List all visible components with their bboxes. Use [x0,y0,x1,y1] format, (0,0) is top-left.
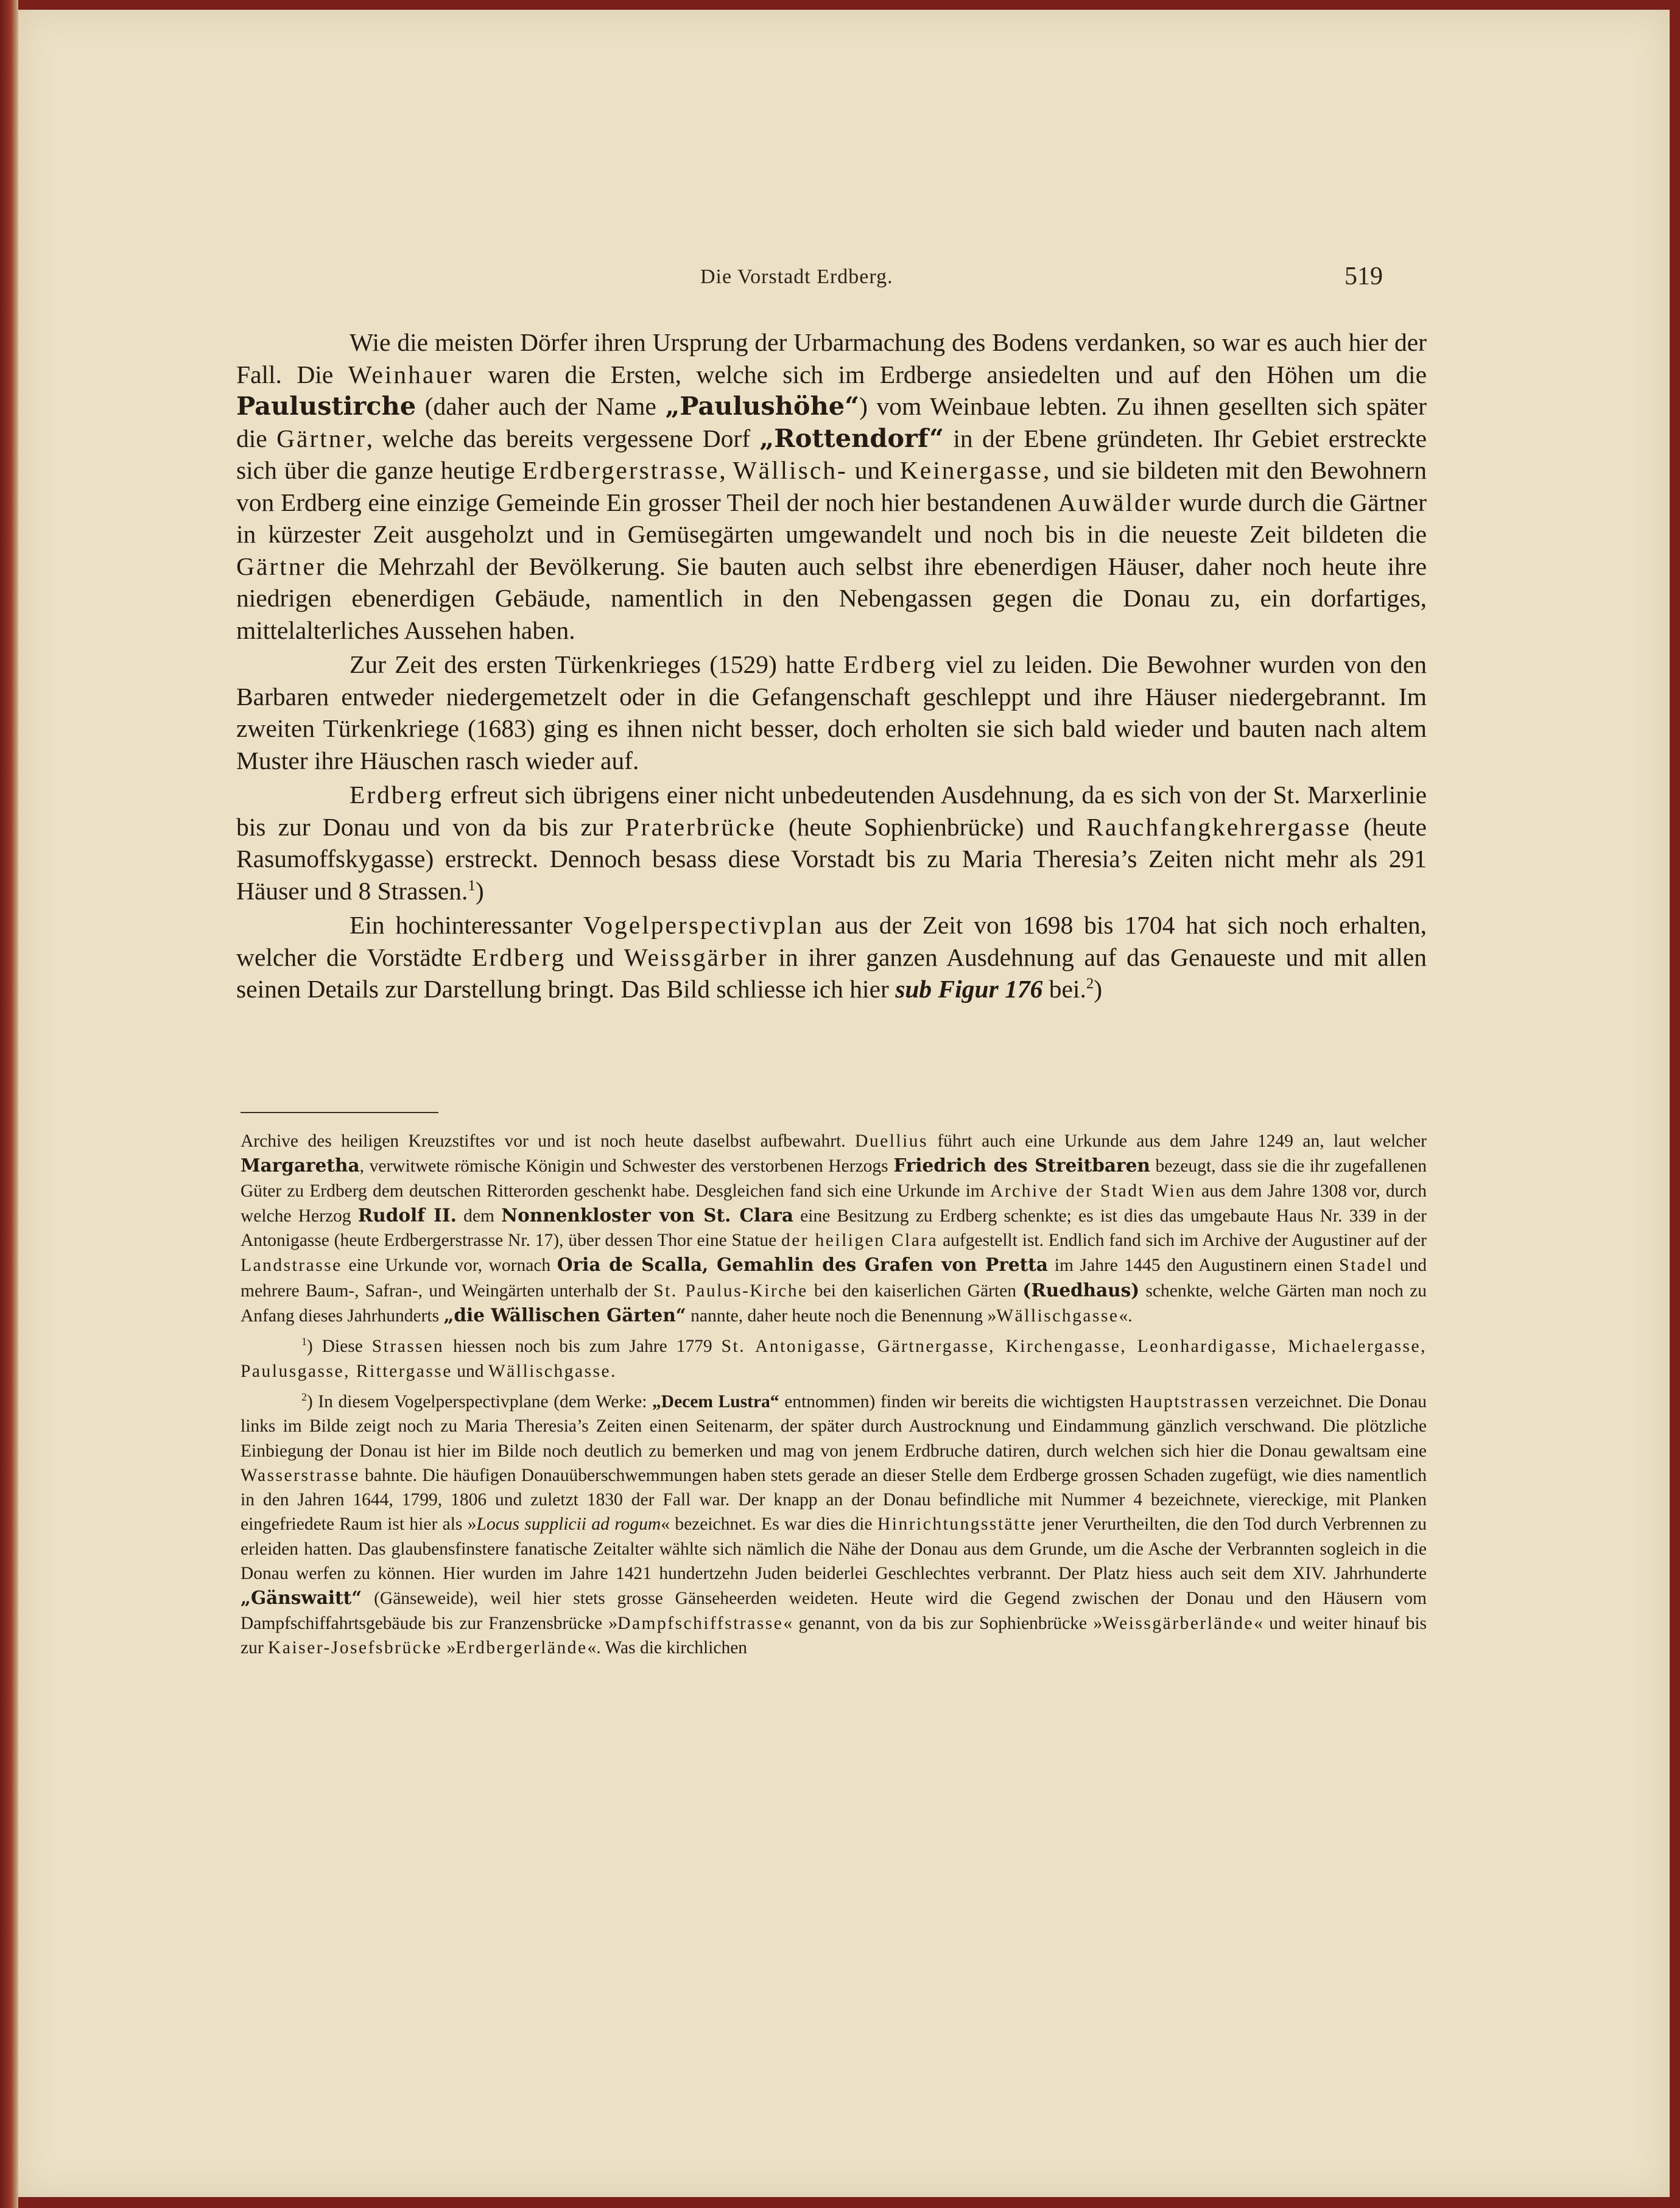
text-run: Archive des heiligen Kreuzstiftes vor und ist noch heute daselbst aufbewahrt. [241,1131,856,1151]
text-run: und [847,456,900,484]
text-run: und mehrere Baum-, Safran-, und Weingärten unterhalb der [241,1256,1427,1301]
spaced-term: Keinergasse [899,456,1043,484]
spaced-term: Kaiser-Josefsbrücke [268,1637,443,1658]
paragraph-3 [236,779,1427,907]
fraktur-term: Nonnenkloster von St. Clara [501,1204,793,1226]
text-run: bezeugt, dass sie die ihr zugefallenen Güter zu Erdberg dem deutschen Ritterorden geschenkt habe. Desgleichen fand sich eine Urkunde im [241,1156,1427,1201]
spaced-term: Dampfschiffstrasse [617,1613,784,1633]
work-title: „Decem Lustra“ [652,1391,779,1412]
spaced-term: Weissgärberlände [1102,1613,1254,1633]
text-run: (Gänseweide), weil hier stets grosse Gänseheerden weideten. Heute wird die Gegend zwischen der Donau und den Häusern vom Dampfschiffahrtsgebäude bis zur Franzensbrücke » [241,1589,1427,1633]
text-run: Wie die meisten Dörfer ihren Ursprung der Urbarmachung des Bodens verdanken, so war es auch hier der Fall. Die [236,328,1427,389]
book-edge [0,0,18,2208]
fraktur-term: Oria de Scalla, Gemahlin des Grafen von Pretta [557,1254,1049,1276]
footnote-ref: 1 [468,877,476,894]
text-run: (heute Sophienbrücke) und [776,812,1087,841]
text-run: ) vom Weinbaue lebten. Zu ihnen gesellten sich später die [236,392,1427,452]
fraktur-term: „die Wällischen Gärten“ [443,1304,686,1326]
text-run: aus dem Jahre 1308 vor, durch welche Herzog [241,1181,1427,1226]
text-run: wurde durch die Gärtner in kürzester Zeit ausgeholzt und in Gemüsegärten umgewandelt und noch bis in die neueste Zeit bildeten die [236,488,1427,548]
text-run: « bezeichnet. Es war dies die [661,1514,877,1535]
footnote-ref: 2 [1086,976,1094,993]
fraktur-term: „Paulushöhe“ [665,391,860,421]
footnotes [241,1129,1427,1660]
spaced-term: Weissgärber [624,943,768,971]
main-text [236,326,1427,1005]
text-run: in der Ebene gründeten. Ihr Gebiet erstreckte sich über die ganze heutige [236,424,1427,484]
fraktur-term: „Rottendorf“ [759,423,944,453]
paragraph-1 [236,326,1427,646]
text-run: (daher auch der Name [416,392,666,420]
spaced-term: Wällischgasse [488,1361,611,1381]
running-head [18,262,1670,302]
footnote-continuation [241,1129,1427,1328]
text-run: waren die Ersten, welche sich im Erdberge ansiedelten und auf den Höhen um die [473,360,1427,389]
fraktur-term: (Ruedhaus) [1022,1279,1140,1301]
spaced-term: Hauptstrassen [1129,1391,1250,1412]
footnote-marker: 1 [301,1335,307,1348]
spaced-term: Praterbrücke [625,812,776,841]
text-run: ) [1094,975,1103,1003]
text-run: dem [456,1206,502,1226]
text-run: eine Besitzung zu Erdberg schenkte; es ist dies das umgebaute Haus Nr. 339 in der Antonigasse (heute Erdbergerstrasse Nr. 17), über dessen Thor eine Statue [241,1206,1427,1251]
text-run: , und sie bildeten mit den Bewohnern von Erdberg eine einzige Gemeinde Ein grosser Theil der noch hier bestandenen [236,456,1427,516]
footnote-2 [241,1390,1427,1660]
text-run: im Jahre 1445 den Augustinern einen [1048,1256,1340,1276]
text-run: in ihrer ganzen Ausdehnung auf das Genaueste und mit allen seinen Details zur Darstellung bringt. Das Bild schliesse ich hier [236,943,1427,1003]
text-run: , welche das bereits vergessene Dorf [366,424,760,452]
spaced-term: Wällisch- [733,456,848,484]
spaced-term: Erdbergerlände [455,1637,588,1658]
paragraph-2 [236,649,1427,776]
text-run: «. [1119,1306,1133,1326]
spaced-term: Vogelperspectivplan [583,911,824,939]
text-run: , verwitwete römische Königin und Schwester des verstorbenen Herzogs [359,1156,894,1176]
text-run: entnommen) finden wir bereits die wichtigsten [779,1391,1130,1412]
text-run: «. Was die kirchlichen [587,1637,748,1658]
latin-term: Locus supplicii ad rogum [476,1514,661,1535]
text-run: erfreut sich übrigens einer nicht unbedeutenden Ausdehnung, da es sich von der St. Marxerlinie bis zur Donau und von da bis zur [236,781,1427,841]
text-run: bei. [1042,975,1086,1003]
text-run: Ein hochinteressanter [350,911,583,939]
spaced-term: Weinhauer [348,360,474,389]
spaced-term: Auwälder [1058,488,1172,516]
footnote-1 [241,1334,1427,1384]
text-run: nannte, daher heute noch die Benennung » [686,1306,997,1326]
text-run: » [442,1637,456,1658]
spaced-term: Wasserstrasse [241,1465,360,1485]
text-run: « genannt, von da bis zur Sophienbrücke » [783,1613,1103,1633]
text-run: ) [475,876,484,905]
text-run: führt auch eine Urkunde aus dem Jahre 1249 an, laut welcher [928,1131,1427,1151]
spaced-term: Landstrasse [241,1256,342,1276]
fraktur-term: Margaretha [241,1155,360,1176]
text-run: aus der Zeit von 1698 bis 1704 hat sich noch erhalten, welcher die Vorstädte [236,911,1427,971]
text-run: bahnte. Die häufigen Donauüberschwemmungen haben stets gerade an dieser Stelle dem Erdberge grossen Schaden zugefügt, wie dies namentlich in den Jahren 1644, 1799, 1806 und zuletzt 1830 der Fall war. Der knapp an der Donau befindliche mit Nummer 4 bezeichnete, viereckige, mit Planken eingefriedete Raum ist hier als » [241,1465,1427,1535]
spaced-term: Archive der Stadt Wien [990,1181,1197,1201]
spaced-term: St. Paulus-Kirche [653,1281,808,1301]
spaced-term: Hinrichtungsstätte [877,1514,1037,1535]
spaced-term: Wällischgasse [996,1306,1119,1326]
text-run: , [719,456,733,484]
spaced-term: der heiligen Clara [781,1231,938,1251]
fraktur-term: Paulustirche [236,391,416,421]
text-run: viel zu leiden. Die Bewohner wurden von den Barbaren entweder niedergemetzelt oder in die Gefangenschaft geschleppt und ihre Häuser niedergebrannt. Im zweiten Türkenkriege (1683) ging es ihnen nicht besser, doch erholten sie sich bald wieder und bauten nach altem Muster ihre Häuschen rasch wieder auf. [236,650,1427,775]
text-run: (heute Rasumoffskygasse) erstreckt. Dennoch besass diese Vorstadt bis zu Maria Theresia’s Zeiten nicht mehr als 291 Häuser und 8 Strassen. [236,812,1427,905]
text-run: « und weiter hinauf bis zur [241,1613,1427,1658]
fraktur-term: „Gänswaitt“ [241,1587,362,1609]
spaced-term: Gärtner [276,424,367,452]
footnote-rule [241,1112,438,1113]
spaced-term: Erdbergerstrasse [522,456,720,484]
text-run: jener Verurtheilten, die den Tod durch Verbrennen zu erleiden hatten. Das glaubensfinstere fanatische Zeitalter wählte sich nämlich die Nähe der Donau aus dem Grunde, um die Asche der Verbrannten sogleich in die Donau werfen zu können. Hier wurden im Jahre 1421 hundertzehn Juden beiderlei Geschlechtes verbrannt. Der Platz hiess auch seit dem XIV. Jahrhunderte [241,1514,1427,1584]
book-page [18,10,1670,2197]
figure-reference: sub Figur 176 [895,975,1043,1003]
footnote-marker: 2 [301,1391,307,1404]
spaced-term: Duellius [855,1131,929,1151]
text-run: ) In diesem Vogelperspectivplane (dem Werke: [306,1391,653,1412]
text-run: und [566,943,624,971]
text-run: ) Diese [306,1337,372,1357]
spaced-term: Strassen [371,1337,445,1357]
spaced-term: Erdberg [350,781,443,809]
text-run: verzeichnet. Die Donau links im Bilde zeigt noch zu Maria Theresia’s Zeiten einen Seitenarm, der später durch Austrocknung und Eindammung gänzlich verschwand. Die plötzliche Einbiegung der Donau ist hier im Bilde noch deutlich zu bemerken und mag von jenem Erdbruche datiren, durch welchen sich hier die Donau gewaltsam eine [241,1391,1427,1461]
spaced-term: Stadel [1339,1256,1394,1276]
text-run: schenkte, welche Gärten man noch zu Anfang dieses Jahrhunderts [241,1281,1427,1326]
spaced-term: Rauchfangkehrergasse [1086,812,1352,841]
text-run: aufgestellt ist. Endlich fand sich im Archive der Augustiner auf der [938,1231,1427,1251]
text-run: . [611,1361,616,1381]
spaced-term: St. Antonigasse, Gärtnergasse, Kirchengasse, Leonhardigasse, Michaelergasse, Paulusgasse, Rittergasse [241,1337,1427,1381]
text-run: hiessen noch bis zum Jahre 1779 [444,1337,722,1357]
text-run: und [452,1361,488,1381]
fraktur-term: Rudolf II. [357,1204,457,1226]
paragraph-4 [236,909,1427,1005]
spaced-term: Erdberg [472,943,566,971]
spaced-term: Erdberg [843,650,937,678]
text-run: bei den kaiserlichen Gärten [807,1281,1023,1301]
text-run: Zur Zeit des ersten Türkenkrieges (1529) hatte [350,650,843,678]
spaced-term: Gärtner [236,552,326,580]
text-run: eine Urkunde vor, wornach [342,1256,557,1276]
page-number: 519 [1344,262,1383,290]
running-title: Die Vorstadt Erdberg. [700,265,893,288]
text-run: die Mehrzahl der Bevölkerung. Sie bauten auch selbst ihre ebenerdigen Häuser, daher noch heute ihre niedrigen ebenerdigen Gebäude, namentlich in den Nebengassen gegen die Donau zu, ein dorfartiges, mittelalterliches Aussehen haben. [236,552,1427,644]
fraktur-term: Friedrich des Streitbaren [893,1155,1150,1176]
